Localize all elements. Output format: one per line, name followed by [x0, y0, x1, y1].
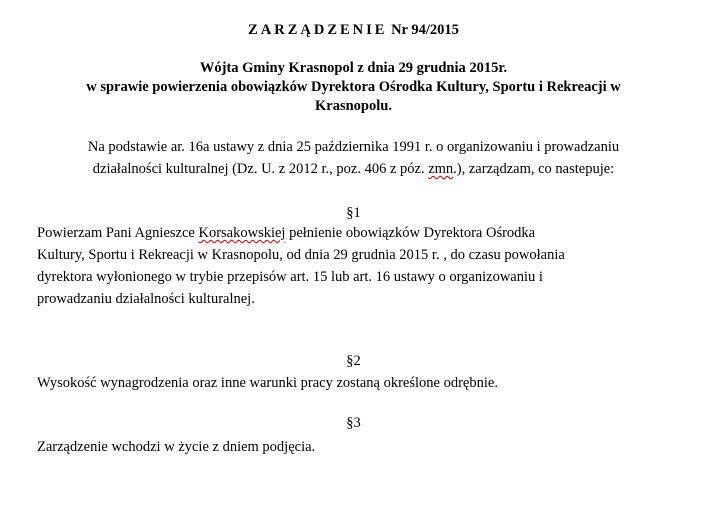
preamble-line-2 [0, 160, 707, 178]
document-title [0, 21, 707, 39]
section-symbol-1: §1 [346, 205, 361, 221]
title-number: Nr 94/2015 [391, 22, 459, 38]
section-3-line-1: Zarządzenie wchodzi w życie z dniem podjęcia. [37, 439, 316, 455]
section-1-line-3: dyrektora wyłonionego w trybie przepisów art. 15 lub art. 16 ustawy o organizowaniu i [37, 269, 543, 285]
section-1-line-2: Kultury, Sportu i Rekreacji w Krasnopolu, od dnia 29 grudnia 2015 r. , do czasu powołania [37, 247, 565, 263]
preamble-text-b: .), zarządzam, co nastepuje: [453, 161, 615, 177]
preamble-text-a: działalności kulturalnej (Dz. U. z 2012 r., poz. 406 z póz. [92, 161, 429, 177]
spellcheck-flagged-word: Korsakowskiej [198, 225, 286, 241]
spellcheck-flagged-word: zmn [428, 161, 454, 177]
section-1-line-1 [37, 224, 535, 242]
section-2-line-1: Wysokość wynagrodzenia oraz inne warunki pracy zostaną określone odrębnie. [37, 375, 498, 391]
subject-line-2: Krasnopolu. [315, 98, 392, 114]
section-1-text-a: Powierzam Pani Agnieszce [37, 225, 199, 241]
issuer-line: Wójta Gminy Krasnopol z dnia 29 grudnia 2015r. [199, 60, 508, 76]
section-symbol-3: §3 [346, 415, 361, 431]
section-1-line-4: prowadzaniu działalności kulturalnej. [37, 291, 255, 307]
subject-line-1: w sprawie powierzenia obowiązków Dyrektora Ośrodka Kultury, Sportu i Rekreacji w [86, 79, 621, 95]
title-word: ZARZĄDZENIE [248, 22, 388, 38]
section-symbol-2: §2 [346, 353, 361, 369]
section-1-text-b: pełnienie obowiązków Dyrektora Ośrodka [285, 225, 536, 241]
preamble-line-1: Na podstawie ar. 16a ustawy z dnia 25 października 1991 r. o organizowaniu i prowadzaniu [87, 139, 620, 155]
